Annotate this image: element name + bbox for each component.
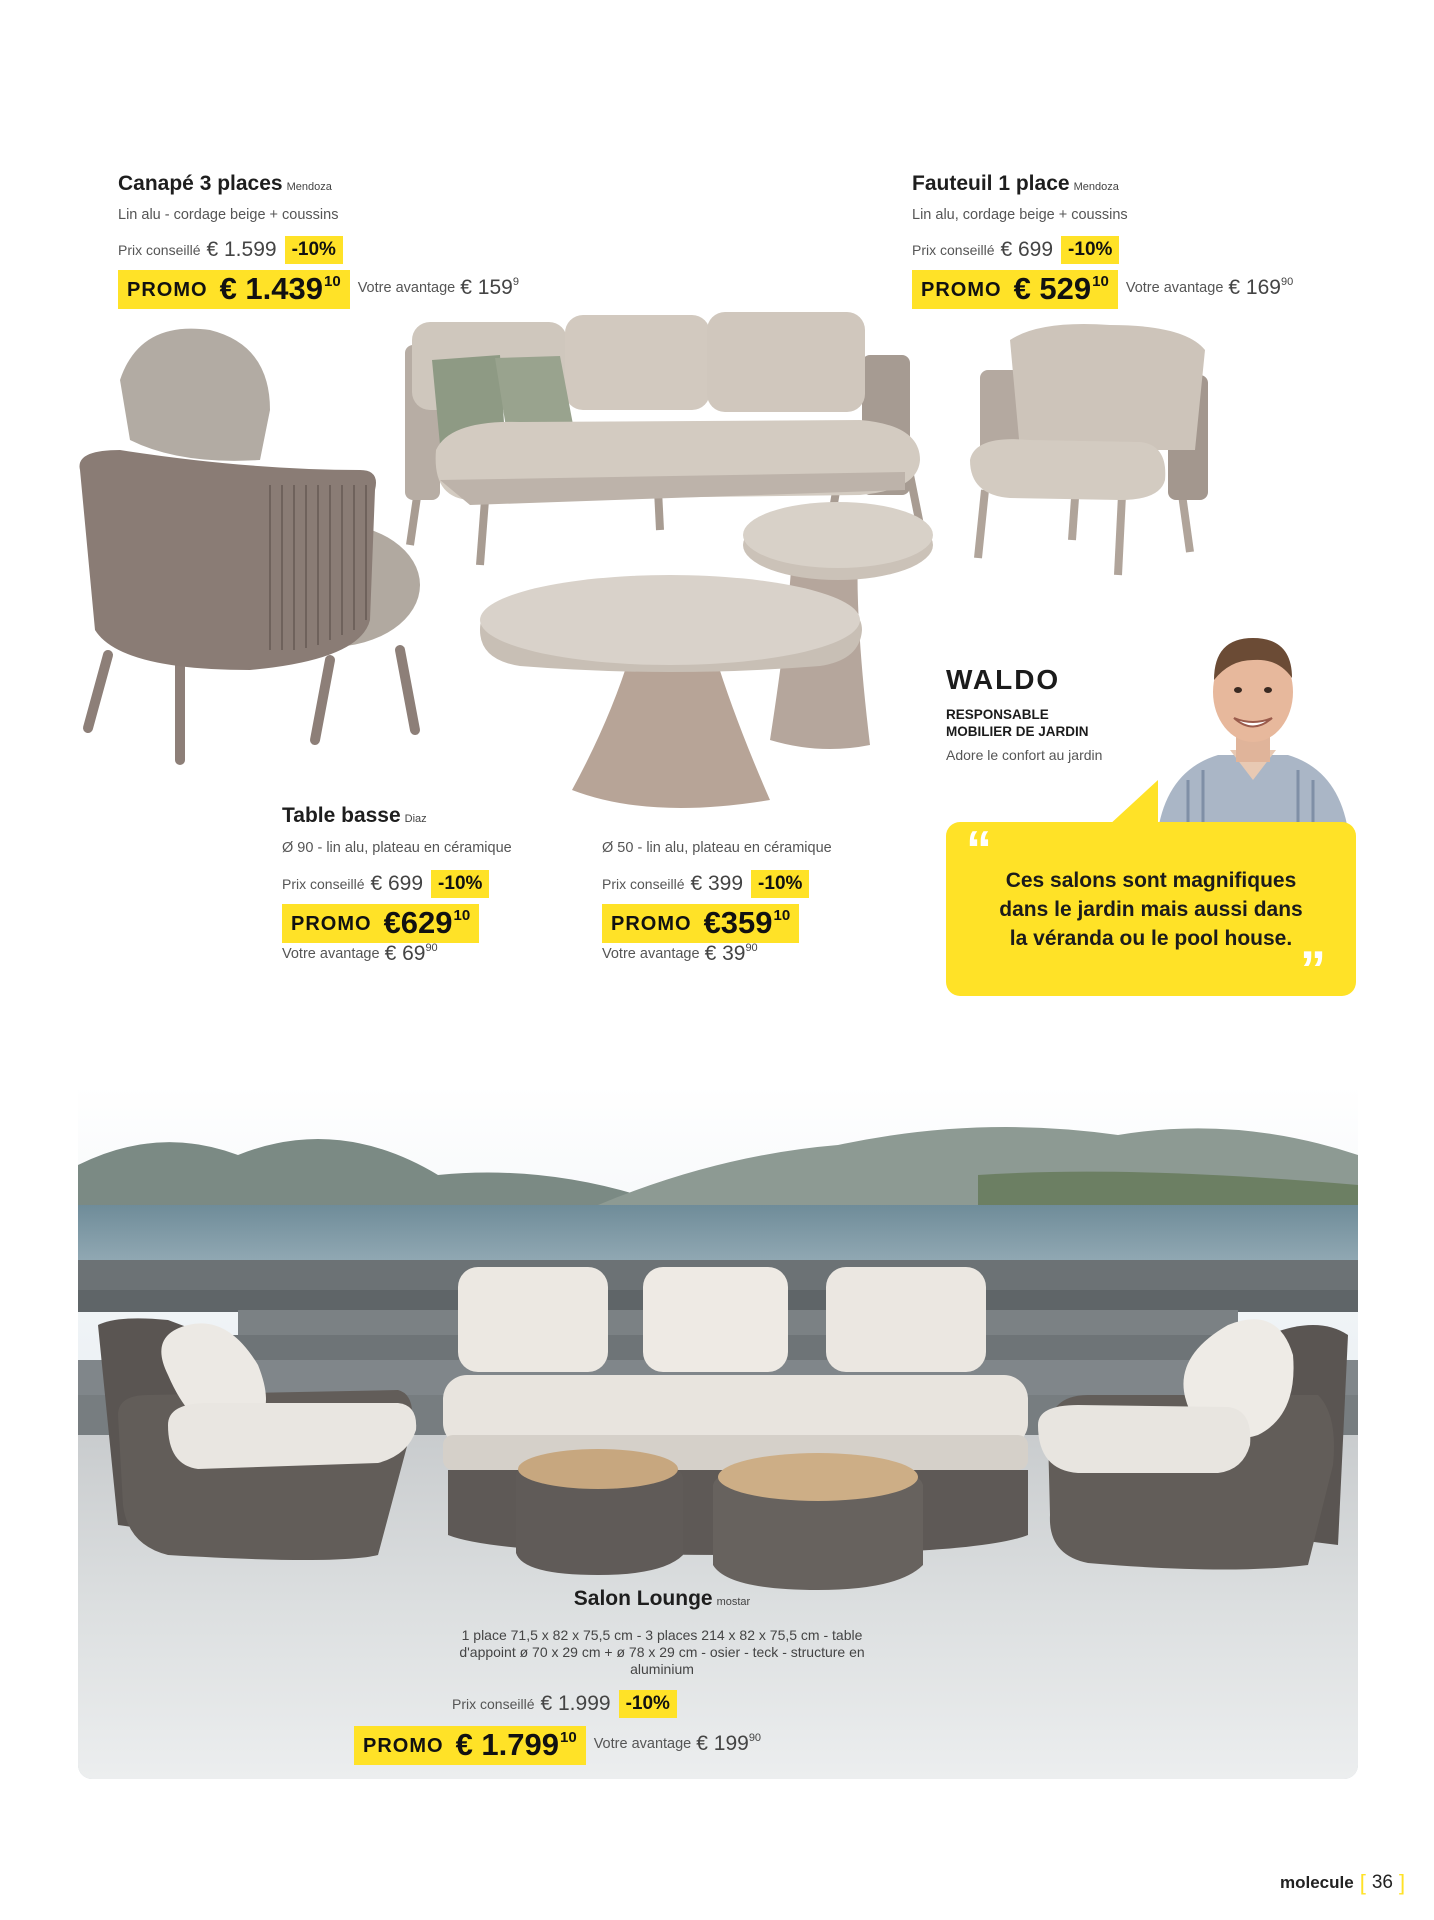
regular-price-label: Prix conseillé [452,1696,535,1712]
promo-price: € 529 [1013,271,1092,306]
rope-armchair-image [80,329,421,760]
canape-description: Lin alu - cordage beige + coussins [118,207,339,223]
page-number: 36 [1371,1872,1393,1893]
promo-label: PROMO [291,913,372,935]
promo-cents: 10 [560,1729,577,1746]
regular-price-label: Prix conseillé [912,242,995,258]
promo-label: PROMO [127,279,208,301]
salon-lounge-title: Salon Lounge mostar [573,1587,751,1610]
regular-price: € 699 [370,872,424,895]
fauteuil-title: Fauteuil 1 place Mendoza [912,172,1119,195]
table-90-description: Ø 90 - lin alu, plateau en céramique [282,840,512,856]
canape-regular-price-row [118,236,343,264]
discount-badge: -10% [619,1690,677,1718]
advantage-cents: 90 [425,942,438,954]
regular-price-label: Prix conseillé [602,876,685,892]
advantage-cents: 9 [512,275,519,288]
salon-lounge-regular-price-row [452,1690,677,1718]
discount-badge: -10% [751,870,809,898]
close-quote-icon: ” [1300,941,1326,999]
advantage-amount: € 169 [1228,275,1281,299]
advantage-cents: 90 [1280,275,1294,288]
advantage [357,275,519,300]
table-basse-brand: Diaz [404,813,427,825]
promo-price: €629 [383,905,453,940]
advantage-cents: 90 [745,942,758,954]
advisor-portrait [1148,620,1358,830]
table-50-description: Ø 50 - lin alu, plateau en céramique [602,840,832,856]
advantage-label: Votre avantage [1125,279,1224,296]
promo-cents: 10 [1092,273,1109,290]
regular-price-label: Prix conseillé [118,242,201,258]
fauteuil-brand: Mendoza [1073,181,1119,193]
footer-bracket-open: [ [1359,1870,1366,1895]
promo-price: € 1.439 [219,271,323,306]
advisor-role: RESPONSABLE MOBILIER DE JARDIN [946,707,1089,739]
regular-price: € 1.999 [540,1692,611,1715]
regular-price: € 699 [1000,238,1054,261]
table-90-promo-row [282,904,479,943]
advantage-cents: 90 [748,1731,762,1744]
footer-bracket-close: ] [1398,1870,1406,1895]
footer-brand: molecule [1280,1873,1354,1892]
fauteuil-description: Lin alu, cordage beige + coussins [912,207,1128,223]
regular-price-label: Prix conseillé [282,876,365,892]
advantage-label: Votre avantage [602,946,700,962]
promo-price-box [602,904,799,943]
advantage-label: Votre avantage [357,279,456,296]
advantage-amount: € 39 [704,942,746,965]
discount-badge: -10% [285,236,343,264]
discount-badge: -10% [1061,236,1119,264]
salon-lounge-description: 1 place 71,5 x 82 x 75,5 cm - 3 places 214 x 82 x 75,5 cm - table d'appoint ø 70 x 29 cm + ø 78 x 29 cm - osier - teck - structure en aluminium [459,1627,865,1677]
advantage-label: Votre avantage [593,1735,692,1752]
canape-brand: Mendoza [286,181,332,193]
advantage-amount: € 159 [460,275,513,299]
advantage-label: Votre avantage [282,946,380,962]
advisor-tagline: Adore le confort au jardin [946,747,1103,763]
salon-lounge-promo-row [354,1726,761,1765]
table-50-regular-price-row [602,870,809,898]
salon-lounge-brand: mostar [716,1596,751,1608]
table-90-advantage [282,942,438,966]
promo-price-box [282,904,479,943]
promo-cents: 10 [773,907,791,924]
speech-bubble-tail [1108,780,1158,826]
promo-label: PROMO [363,1735,444,1757]
table-basse-title: Table basse Diaz [282,804,427,827]
discount-badge: -10% [431,870,489,898]
armchair-image [970,324,1208,575]
promo-price: € 1.799 [455,1727,559,1762]
table-50-promo-row [602,904,799,943]
promo-cents: 10 [324,273,341,290]
promo-price-box [354,1726,586,1765]
fauteuil-regular-price-row [912,236,1119,264]
promo-label: PROMO [611,913,692,935]
promo-label: PROMO [921,279,1002,301]
advantage [593,1731,762,1756]
advantage-amount: € 69 [384,942,426,965]
table-90-regular-price-row [282,870,489,898]
open-quote-icon: “ [966,821,992,879]
advantage [1125,275,1294,300]
table-50-advantage [602,942,758,966]
regular-price: € 1.599 [206,238,277,261]
page-footer [1280,1870,1405,1896]
promo-price: €359 [703,905,773,940]
advisor-name: WALDO [946,664,1061,695]
promo-cents: 10 [453,907,471,924]
advisor-quote-text: Ces salons sont magnifiques dans le jardin mais aussi dans la véranda ou le pool house. [999,869,1303,950]
salon-lounge-panel [78,1085,1358,1779]
regular-price: € 399 [690,872,744,895]
canape-title: Canapé 3 places Mendoza [118,172,332,195]
advantage-amount: € 199 [696,1731,749,1755]
